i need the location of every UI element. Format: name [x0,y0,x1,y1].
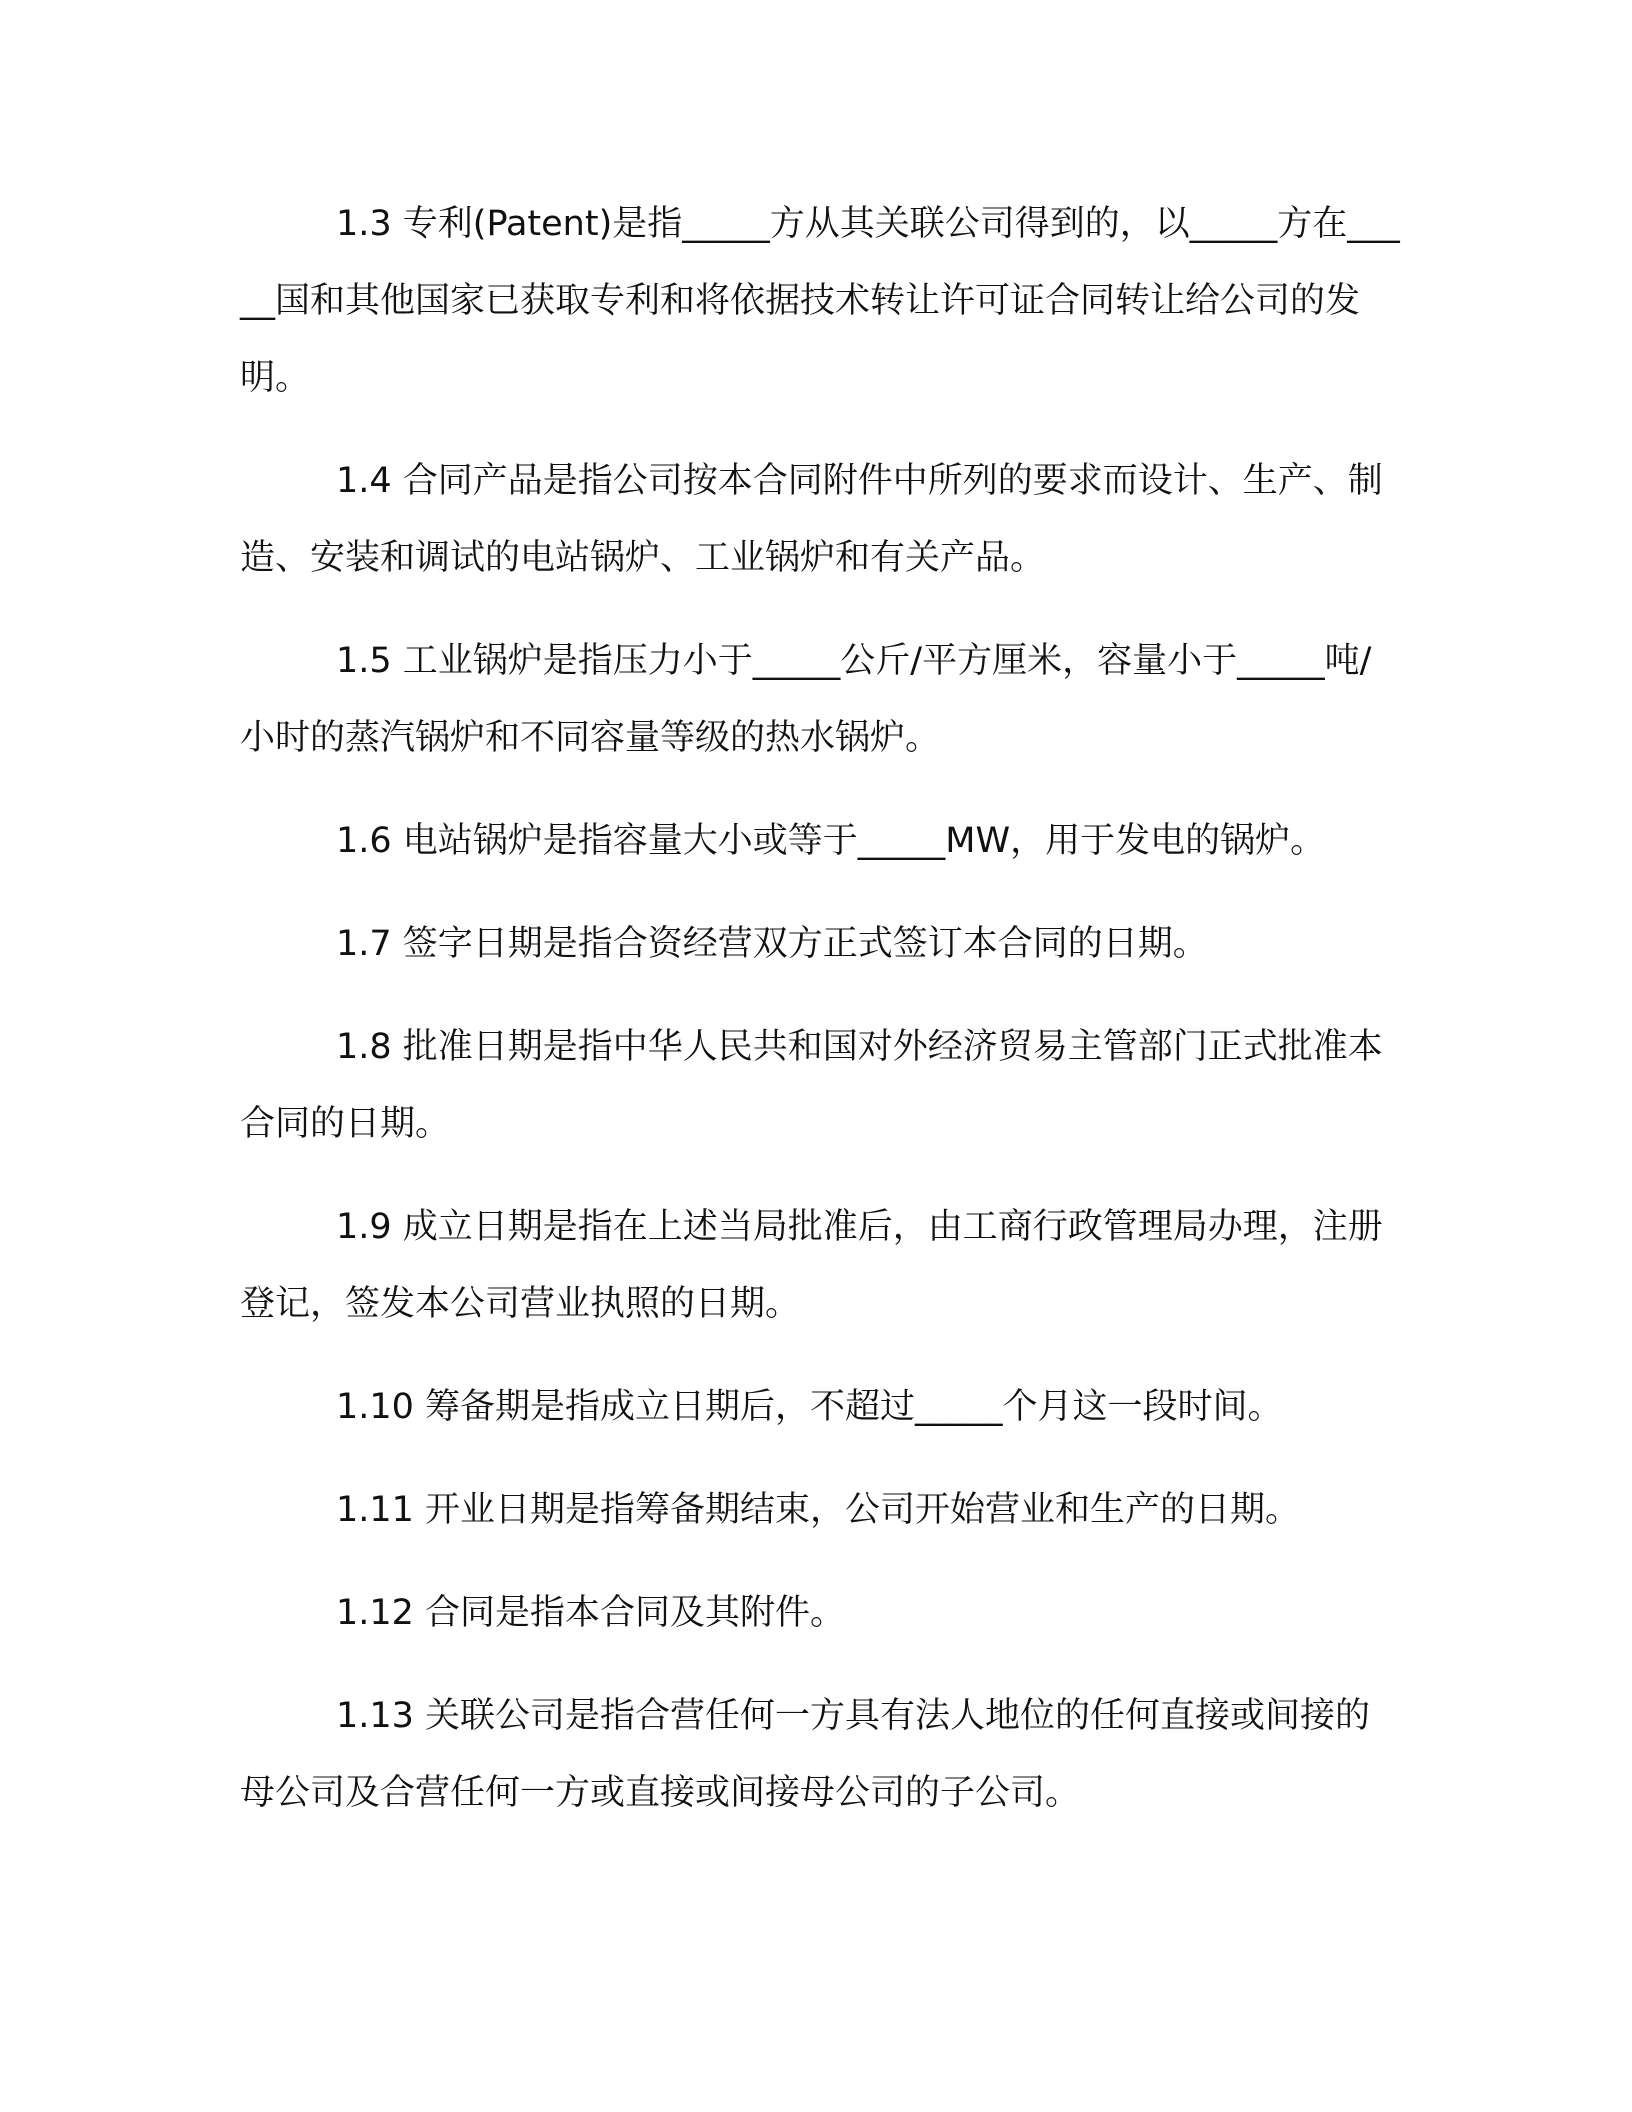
clause-1-4: 1.4 合同产品是指公司按本合同附件中所列的要求而设计、生产、制造、安装和调试的电站锅炉、工业锅炉和有关产品。 [240,461,1383,578]
clause-1-10: 1.10 筹备期是指成立日期后，不超过_____个月这一段时间。 [336,1387,1283,1427]
document-body [240,186,1400,1858]
clause-1-3: 1.3 专利(Patent)是指_____方从其关联公司得到的，以_____方在_____国和其他国家已获取专利和将依据技术转让许可证合同转让给公司的发明。 [240,204,1400,398]
clause-1-5: 1.5 工业锅炉是指压力小于_____公斤/平方厘米，容量小于_____吨/小时的蒸汽锅炉和不同容量等级的热水锅炉。 [240,641,1372,758]
clause-1-7: 1.7 签字日期是指合资经营双方正式签订本合同的日期。 [336,924,1208,964]
clause-1-9: 1.9 成立日期是指在上述当局批准后，由工商行政管理局办理，注册登记，签发本公司营业执照的日期。 [240,1207,1383,1324]
clause-1-6: 1.6 电站锅炉是指容量大小或等于_____MW，用于发电的锅炉。 [336,821,1326,861]
clause-1-13: 1.13 关联公司是指合营任何一方具有法人地位的任何直接或间接的母公司及合营任何一方或直接或间接母公司的子公司。 [240,1696,1371,1813]
clause-1-8: 1.8 批准日期是指中华人民共和国对外经济贸易主管部门正式批准本合同的日期。 [240,1027,1383,1144]
clause-1-12: 1.12 合同是指本合同及其附件。 [336,1593,846,1633]
clause-1-11: 1.11 开业日期是指筹备期结束，公司开始营业和生产的日期。 [336,1490,1301,1530]
